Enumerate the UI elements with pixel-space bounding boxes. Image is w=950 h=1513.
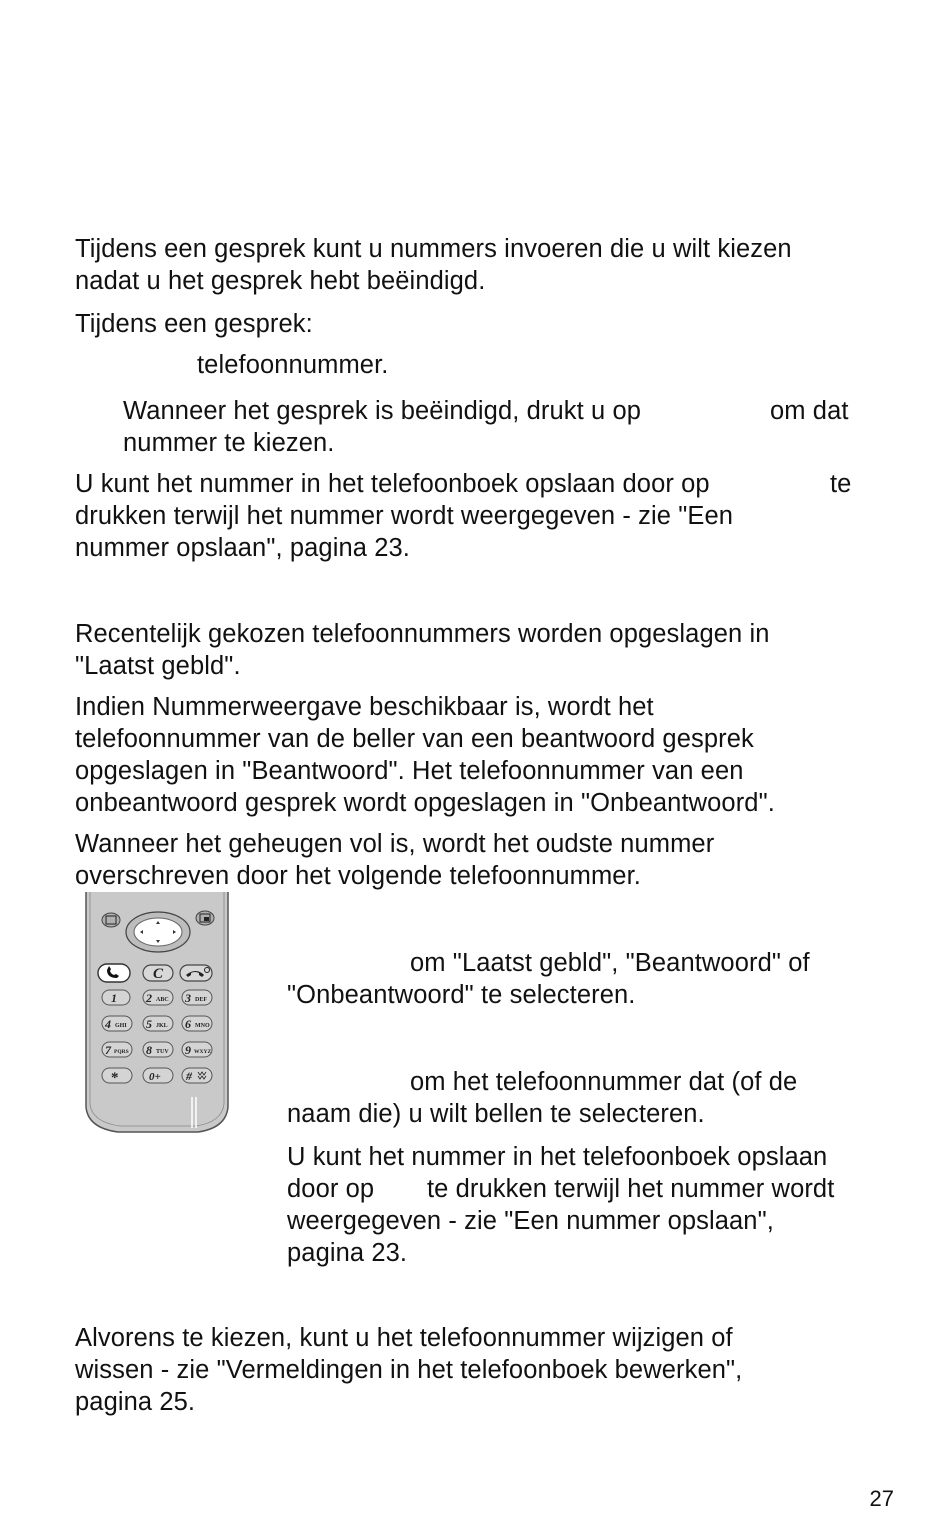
key-5-letters: JKL	[156, 1023, 168, 1029]
navigation-key-icon	[126, 912, 190, 952]
caller-id-line-3: opgeslagen in "Beantwoord". Het telefoonnummer van een	[75, 757, 744, 785]
recent-line-1: Recentelijk gekozen telefoonnummers worden opgeslagen in	[75, 620, 770, 648]
save-note-1-line-1a: U kunt het nummer in het telefoonboek opslaan door op	[75, 470, 710, 498]
phonebook-icon	[102, 913, 120, 927]
key-7-letters: PQRS	[114, 1049, 129, 1055]
step-end-line-1b: om dat	[770, 397, 849, 425]
intro-line-1: Tijdens een gesprek kunt u nummers invoeren die u wilt kiezen	[75, 235, 792, 263]
save-note-2-line-2a: door op	[287, 1175, 375, 1203]
save-note-1-line-1b: te	[830, 470, 852, 498]
key-hash: #	[186, 1069, 192, 1083]
save-note-2-line-2b: te drukken terwijl het nummer wordt	[427, 1175, 835, 1203]
menu-icon	[196, 911, 214, 925]
save-note-1-line-2: drukken terwijl het nummer wordt weergegeven - zie "Een	[75, 502, 734, 530]
key-1: 1	[111, 991, 117, 1005]
select-list-line-1: om "Laatst gebld", "Beantwoord" of	[410, 949, 810, 977]
intro-line-2: nadat u het gesprek hebt beëindigd.	[75, 267, 486, 295]
key-6-letters: MNO	[195, 1023, 210, 1029]
edit-note-line-2: wissen - zie "Vermeldingen in het telefoonboek bewerken",	[75, 1356, 743, 1384]
edit-note-line-3: pagina 25.	[75, 1388, 196, 1416]
caller-id-line-1: Indien Nummerweergave beschikbaar is, wordt het	[75, 693, 654, 721]
key-4: 4	[105, 1017, 111, 1031]
step-end-line-2: nummer te kiezen.	[123, 429, 335, 457]
key-2: 2	[146, 991, 152, 1005]
clear-key-label: C	[152, 966, 164, 982]
save-note-1-line-3: nummer opslaan", pagina 23.	[75, 534, 410, 562]
key-star: *	[111, 1070, 119, 1086]
memory-full-line-1: Wanneer het geheugen vol is, wordt het oudste nummer	[75, 830, 715, 858]
key-4-letters: GHI	[115, 1023, 127, 1029]
key-8: 8	[146, 1043, 152, 1057]
step-enter-number: telefoonnummer.	[197, 351, 389, 379]
edit-note-line-1: Alvorens te kiezen, kunt u het telefoonnummer wijzigen of	[75, 1324, 733, 1352]
key-6: 6	[185, 1017, 191, 1031]
end-key-icon	[180, 965, 212, 981]
memory-full-line-2: overschreven door het volgende telefoonnummer.	[75, 862, 641, 890]
key-9-letters: WXYZ	[194, 1049, 212, 1055]
save-note-2-line-1: U kunt het nummer in het telefoonboek opslaan	[287, 1143, 828, 1171]
key-8-letters: TUV	[156, 1049, 169, 1055]
select-list-line-2: "Onbeantwoord" te selecteren.	[287, 981, 636, 1009]
key-7: 7	[105, 1043, 111, 1057]
save-note-2-line-4: pagina 23.	[287, 1239, 408, 1267]
key-2-letters: ABC	[156, 997, 169, 1003]
caller-id-line-2: telefoonnummer van de beller van een beantwoord gesprek	[75, 725, 754, 753]
step-end-line-1a: Wanneer het gesprek is beëindigd, drukt u op	[123, 397, 642, 425]
clear-key-icon	[143, 965, 173, 982]
during-call-label: Tijdens een gesprek:	[75, 310, 313, 338]
key-3-letters: DEF	[195, 997, 207, 1003]
key-0: 0+	[149, 1071, 161, 1083]
phone-keypad-illustration	[80, 892, 234, 1138]
save-note-2-line-3: weergegeven - zie "Een nummer opslaan",	[287, 1207, 774, 1235]
key-9: 9	[185, 1043, 191, 1057]
recent-line-2: "Laatst gebld".	[75, 652, 241, 680]
key-5: 5	[146, 1017, 152, 1031]
page-number: 27	[869, 1486, 894, 1511]
call-key-icon	[98, 964, 130, 982]
caller-id-line-4: onbeantwoord gesprek wordt opgeslagen in "Onbeantwoord".	[75, 789, 775, 817]
select-number-line-1: om het telefoonnummer dat (of de	[410, 1068, 798, 1096]
select-number-line-2: naam die) u wilt bellen te selecteren.	[287, 1100, 705, 1128]
key-3: 3	[185, 991, 191, 1005]
